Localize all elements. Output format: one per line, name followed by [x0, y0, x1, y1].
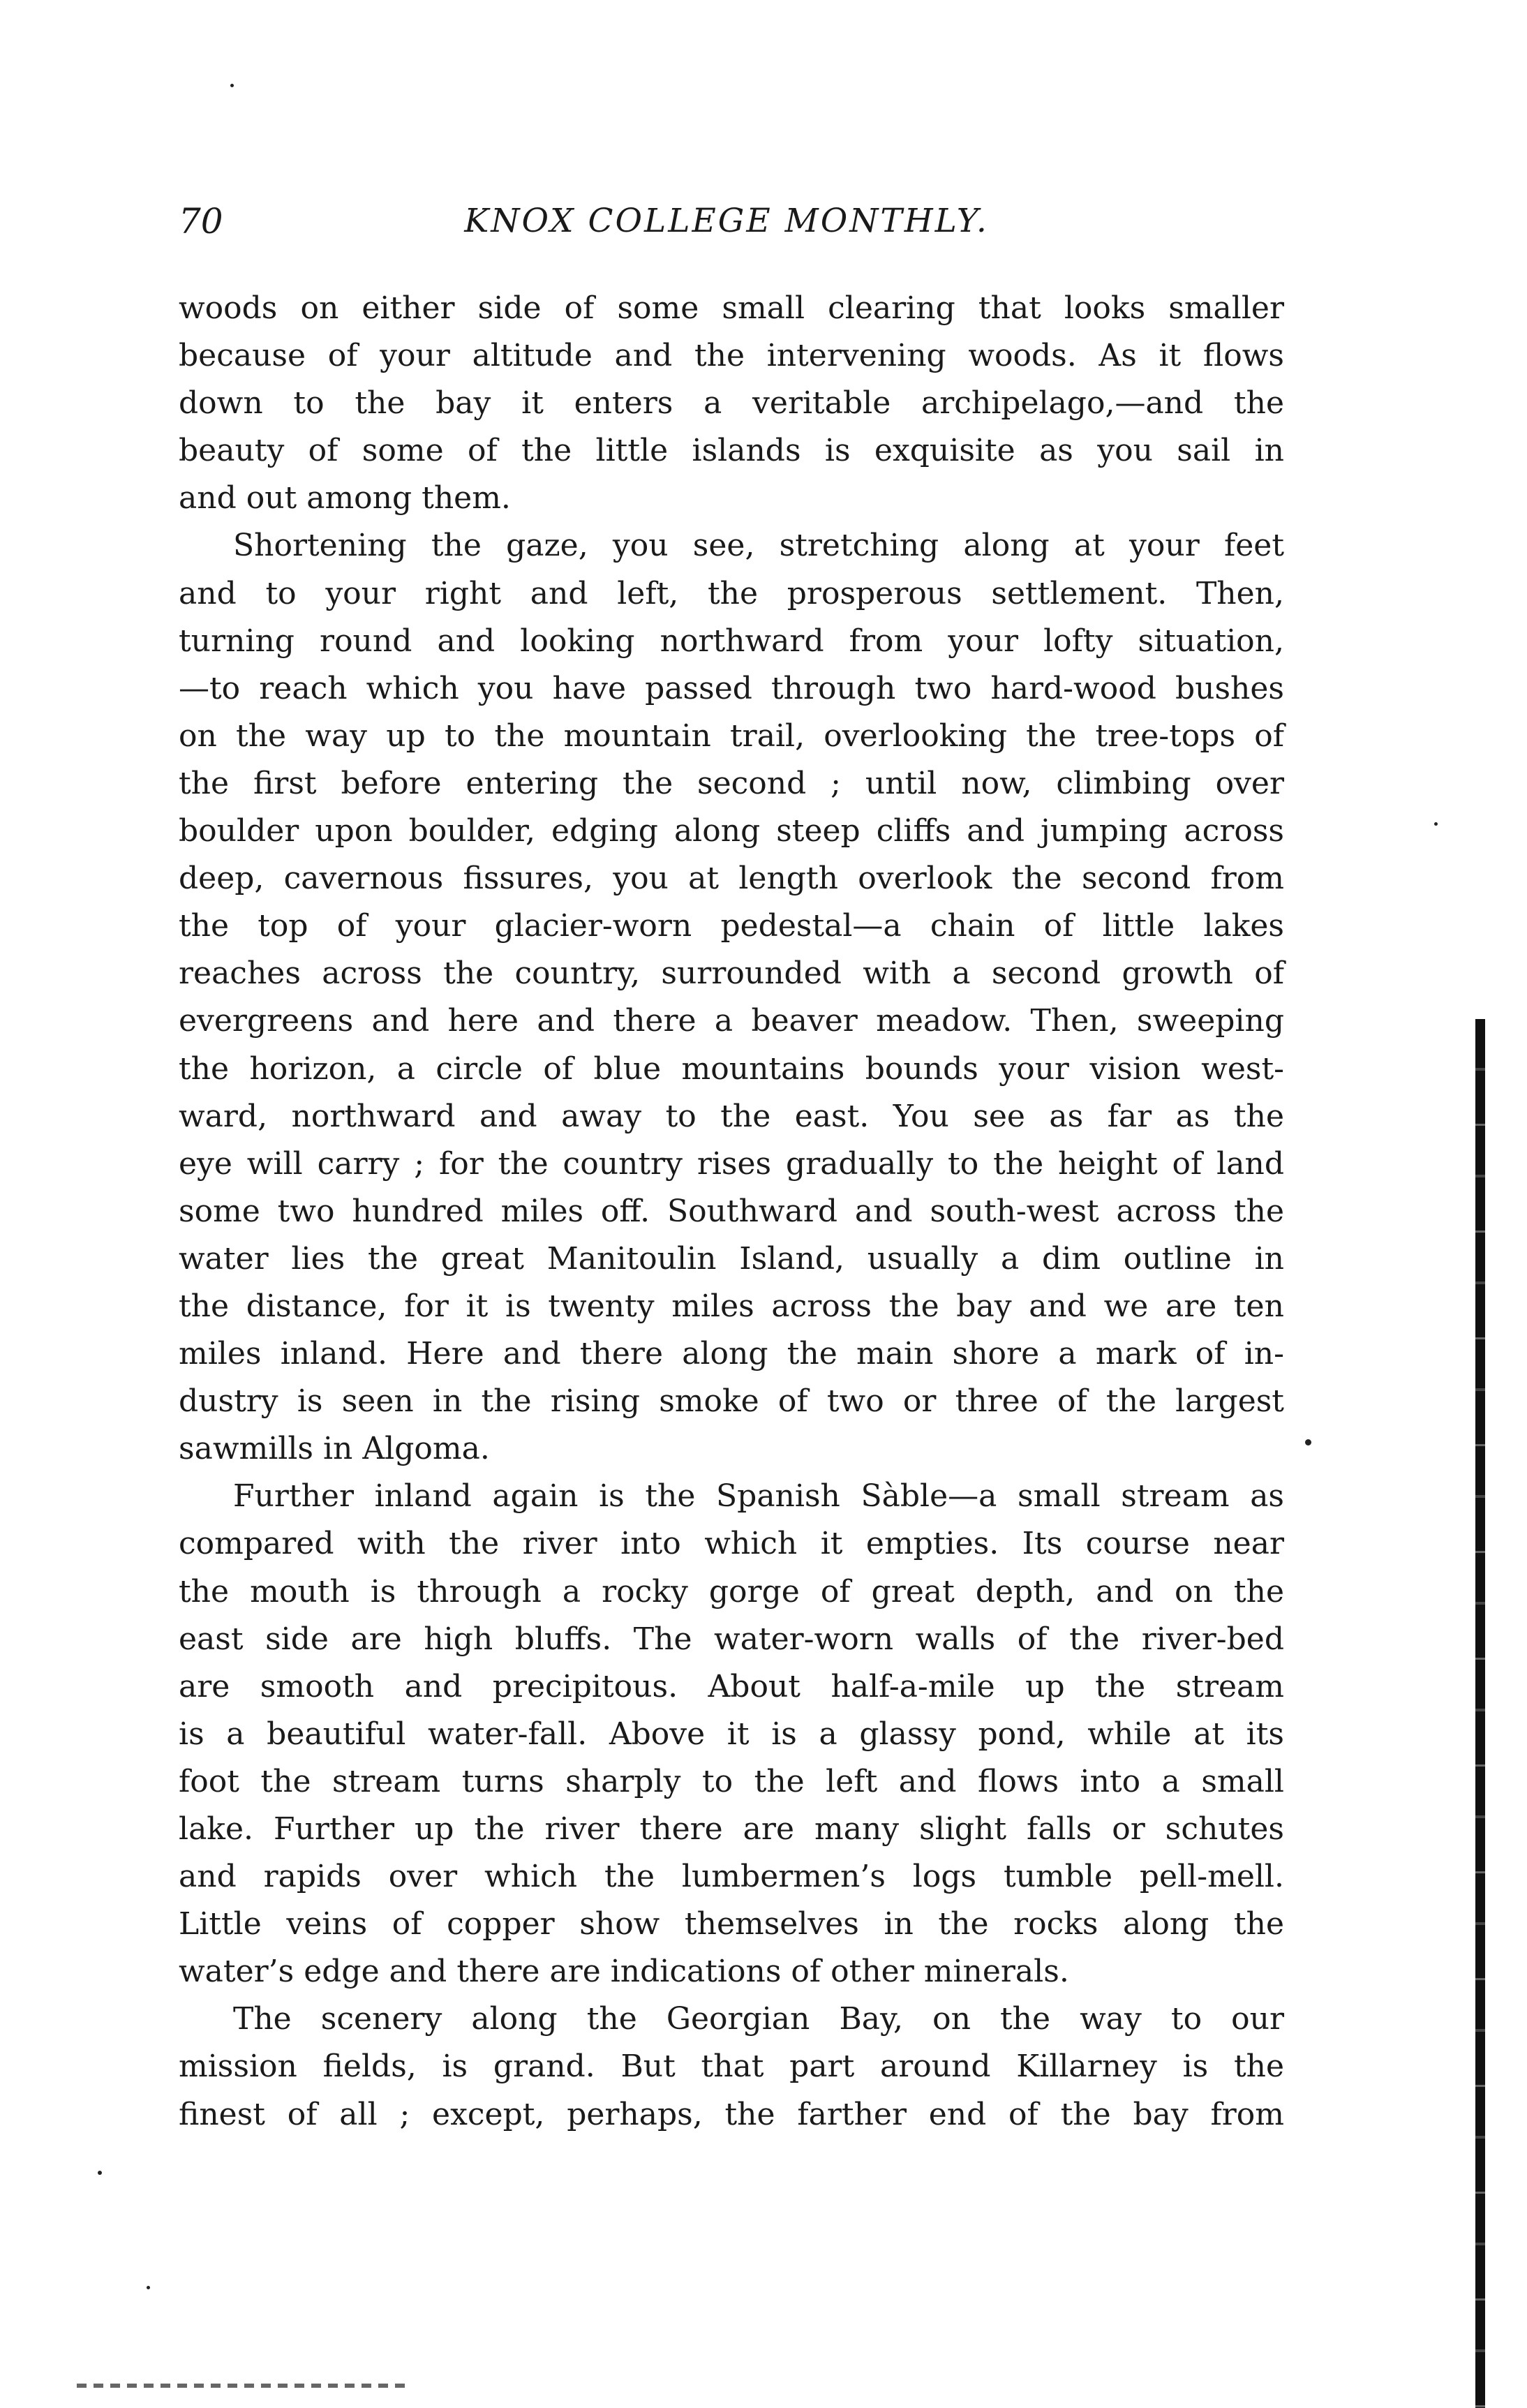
text-line: eye will carry ; for the country rises gradually to the height of land [179, 1145, 1284, 1182]
text-line: ward, northward and away to the east. You see as far as the [179, 1098, 1284, 1134]
text-line: foot the stream turns sharply to the left and flows into a small [179, 1763, 1284, 1799]
text-line: down to the bay it enters a veritable archipelago,—and the [179, 385, 1284, 422]
text-line: the first before entering the second ; until now, climbing over [179, 765, 1284, 801]
text-line: The scenery along the Georgian Bay, on the way to our [233, 2001, 1284, 2037]
text-line: dustry is seen in the rising smoke of two or three of the largest [179, 1383, 1284, 1420]
paragraph [179, 1995, 1284, 2138]
text-line: Shortening the gaze, you see, stretching along at your feet [233, 528, 1284, 564]
scan-edge-shadow [1475, 1019, 1485, 2408]
text-line: are smooth and precipitous. About half-a-mile up the stream [179, 1668, 1284, 1704]
text-line: miles inland. Here and there along the main shore a mark of in- [179, 1336, 1284, 1372]
scan-speck [1305, 1439, 1311, 1445]
text-line: evergreens and here and there a beaver meadow. Then, sweeping [179, 1003, 1284, 1039]
scan-speck [1434, 822, 1438, 826]
text-line: boulder upon boulder, edging along steep cliffs and jumping across [179, 813, 1284, 849]
page-header [179, 197, 1274, 246]
text-line: water’s edge and there are indications of other minerals. [179, 1954, 1069, 1990]
text-line: Further inland again is the Spanish Sàble—a small stream as [233, 1478, 1284, 1515]
text-line: some two hundred miles off. Southward and south-west across the [179, 1193, 1284, 1229]
text-line: because of your altitude and the intervening woods. As it flows [179, 338, 1284, 374]
text-line: turning round and looking northward from your lofty situation, [179, 623, 1284, 659]
scan-artifact-dashes [77, 2384, 405, 2388]
text-line: and out among them. [179, 480, 511, 516]
scan-speck [147, 2286, 150, 2289]
text-line: mission fields, is grand. But that part around Killarney is the [179, 2049, 1284, 2085]
text-line: east side are high bluffs. The water-worn walls of the river-bed [179, 1621, 1284, 1657]
text-line: is a beautiful water-fall. Above it is a glassy pond, while at its [179, 1716, 1284, 1752]
running-title: KNOX COLLEGE MONTHLY. [464, 202, 989, 240]
text-line: sawmills in Algoma. [179, 1431, 490, 1467]
paragraph [179, 285, 1284, 522]
text-line: water lies the great Manitoulin Island, usually a dim outline in [179, 1240, 1284, 1277]
scan-speck [98, 2171, 102, 2175]
page-number: 70 [179, 201, 223, 241]
body-text [179, 285, 1284, 2139]
text-line: the top of your glacier-worn pedestal—a chain of little lakes [179, 908, 1284, 944]
text-line: Little veins of copper show themselves in the rocks along the [179, 1906, 1284, 1942]
text-line: finest of all ; except, perhaps, the farther end of the bay from [179, 2096, 1284, 2132]
text-line: —to reach which you have passed through two hard-wood bushes [179, 670, 1284, 706]
text-line: the distance, for it is twenty miles across the bay and we are ten [179, 1288, 1284, 1324]
paragraph [179, 522, 1284, 1473]
paragraph [179, 1473, 1284, 1995]
text-line: beauty of some of the little islands is exquisite as you sail in [179, 433, 1284, 469]
text-line: and rapids over which the lumbermen’s logs tumble pell-mell. [179, 1859, 1284, 1895]
text-line: lake. Further up the river there are many slight falls or schutes [179, 1811, 1284, 1847]
text-line: the mouth is through a rocky gorge of great depth, and on the [179, 1573, 1284, 1610]
text-line: woods on either side of some small clearing that looks smaller [179, 290, 1284, 326]
text-line: reaches across the country, surrounded with a second growth of [179, 956, 1284, 992]
text-line: on the way up to the mountain trail, overlooking the tree-tops of [179, 718, 1284, 754]
text-line: compared with the river into which it empties. Its course near [179, 1526, 1284, 1562]
text-line: the horizon, a circle of blue mountains bounds your vision west- [179, 1050, 1284, 1087]
scan-speck [230, 84, 234, 87]
text-line: deep, cavernous fissures, you at length overlook the second from [179, 861, 1284, 897]
text-line: and to your right and left, the prosperous settlement. Then, [179, 575, 1284, 611]
